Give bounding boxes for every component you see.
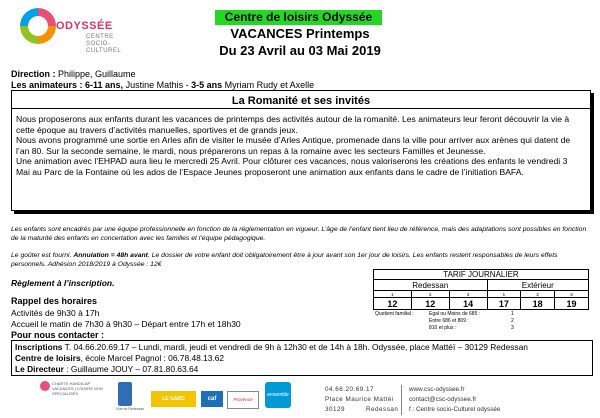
theme-paragraph: Une animation avec l’EHPAD aura lieu le mercredi 25 Avril. Pour clôturer ces vacances, nous valoriserons les créations des enfants le vendredi 3 Mai au Parc de la Fontaine où les ados de l’Espace Jeunes proposeront une animation aux enfants dans le cadre de l’initiation BAFA. (16, 156, 568, 177)
reglement-text: Règlement à l’inscription. (11, 278, 115, 288)
inscriptions-label: Inscriptions (15, 342, 63, 352)
centre-line (15, 353, 224, 363)
group2-value: Myriam Rudy et Axelle (222, 80, 315, 90)
theme-text (16, 114, 582, 177)
qf-index: 2 (511, 318, 514, 324)
charte-text: CHARTE HANDICAP VACANCES | LOISIRS NON SPÉCIALISÉS (52, 381, 103, 396)
theme-box (11, 90, 591, 211)
footer-city: Redessan (366, 406, 399, 413)
tarif-col-redessan: Redessan (374, 280, 488, 291)
provence-logo: Provence (227, 391, 259, 409)
centre-label: Centre de loisirs (15, 353, 81, 363)
logo-sub-line: CENTRE (86, 34, 114, 40)
dossier-text: . Le dossier de votre enfant doit obligatoirement être à jour avant son 1er jour de loisirs. Les enfants restent responsables de leurs effets personnels. Adhésion 2018/2019 à Odyssée : 12€ (11, 252, 558, 268)
directeur-line (15, 364, 198, 374)
logo-sub-line: CULTUREL (86, 48, 122, 54)
gard-logo: LE GARD (151, 391, 196, 407)
tarif-index: 3 (449, 291, 487, 298)
logo-name: ODYSSÉE (56, 20, 113, 32)
redessan-logo (118, 382, 132, 406)
tarif-price: 19 (555, 298, 589, 310)
schedule-activities: Activités de 9h30 à 17h (11, 308, 100, 318)
redessan-text: Ville de Redessan (116, 407, 145, 411)
annulation-text: Annulation = 48h avant (73, 252, 148, 259)
tarif-index: 2 (521, 291, 555, 298)
directeur-value: : Guillaume JOUY – 07.81.80.63.64 (63, 364, 199, 374)
tarif-index: 3 (555, 291, 589, 298)
centre-banner: Centre de loisirs Odyssée (215, 10, 382, 25)
theme-paragraph: Nous proposerons aux enfants durant les vacances de printemps des activités autour de la romanité. Les animateurs leur feront découvrir la vie à cette époque au travers d’activités manuelles, sportives et de grands jeux. (16, 114, 570, 135)
caf-logo: caf (201, 391, 223, 407)
page-title: VACANCES Printemps (230, 26, 370, 41)
footer-website[interactable]: www.csc-odyssee.fr (409, 386, 465, 393)
tarif-index: 1 (487, 291, 521, 298)
footer-facebook[interactable]: f : Centre socio-Culturel odyssée (409, 406, 501, 413)
theme-divider (12, 108, 590, 109)
logo-sub-line: SOCIO- (86, 41, 111, 47)
inscriptions-line (15, 342, 528, 352)
footer-divider (401, 385, 402, 415)
group2-label: 3-5 ans (191, 80, 223, 90)
tarif-price: 12 (374, 298, 412, 310)
schedule-accueil: Accueil le matin de 7h30 à 9h30 – Départ entre 17h et 18h30 (11, 319, 241, 329)
tarif-price: 14 (449, 298, 487, 310)
inscriptions-value: T. 04.66.20.69.17 – Lundi, mardi, jeudi et vendredi de 9h à 12h30 et de 14h à 18h. Odyssée, place Mattéï – 30129 Redessan (62, 342, 528, 352)
centre-value: , école Marcel Pagnol : 06.78.48.13.62 (80, 353, 225, 363)
qf-range: Egal ou Moins de 685 : (429, 311, 481, 317)
practical-note (11, 251, 591, 269)
animateurs-value: Justine Mathis - (123, 80, 192, 90)
footer-place: Place Maurice Mattéi (325, 396, 394, 403)
tarif-index: 2 (411, 291, 449, 298)
tarif-col-exterieur: Extérieur (487, 280, 588, 291)
tarif-price: 12 (411, 298, 449, 310)
footer-phone: 04.66.20.69.17 (325, 386, 375, 393)
tarif-title: TARIF JOURNALIER (374, 270, 589, 280)
page-dates: Du 23 Avril au 03 Mai 2019 (219, 43, 381, 58)
qf-label: Quotient familial : (375, 311, 414, 317)
direction-label: Direction : (11, 69, 56, 79)
tarif-index: 1 (374, 291, 412, 298)
footer-email[interactable]: contact@csc-odyssee.fr (409, 396, 477, 403)
contact-box (11, 340, 593, 376)
theme-title: La Romanité et ses invités (231, 95, 371, 107)
animateurs-label: Les animateurs : 6-11 ans, (11, 80, 124, 90)
qf-range: 810 et plus : (429, 325, 457, 331)
directeur-label: Le Directeur (15, 364, 64, 374)
qf-index: 3 (511, 325, 514, 331)
schedule-title: Rappel des horaires (11, 296, 98, 306)
direction-value: Philippe, Guillaume (55, 69, 136, 79)
animateurs-line (11, 80, 314, 90)
footer-postcode: 30129 (325, 406, 346, 413)
direction-line (11, 69, 136, 79)
tarif-price: 18 (521, 298, 555, 310)
goûter-text: Le goûter est fourni. (11, 252, 74, 259)
qf-index: 1 (511, 311, 514, 317)
tarif-price: 17 (487, 298, 521, 310)
charte-heart-icon (40, 381, 50, 391)
contact-title: Pour nous contacter : (11, 330, 105, 340)
theme-paragraph: Nous avons programmé une sortie en Arles afin de visiter le musée d’Arles Antique, promenade dans la ville pour arriver aux arènes qui datent de l’an 80. Sur la seconde semaine, le mardi, nous préparerons un repas à la romaine avec les secteurs Familles et Jeunesse. (16, 135, 571, 156)
partner-logo: ensemble (265, 382, 291, 408)
supervision-note: Les enfants sont encadrés par une équipe professionnelle en fonction de la réglementation en vigueur. L’âge de l’enfant tient lieu de référence, mais des adaptations sont possibles en fonction de la maturité des enfants en concertation avec les familles et l’équipe pédagogique. (11, 226, 587, 242)
qf-range: Entre 686 et 809 : (429, 318, 469, 324)
tarif-table (373, 269, 589, 310)
